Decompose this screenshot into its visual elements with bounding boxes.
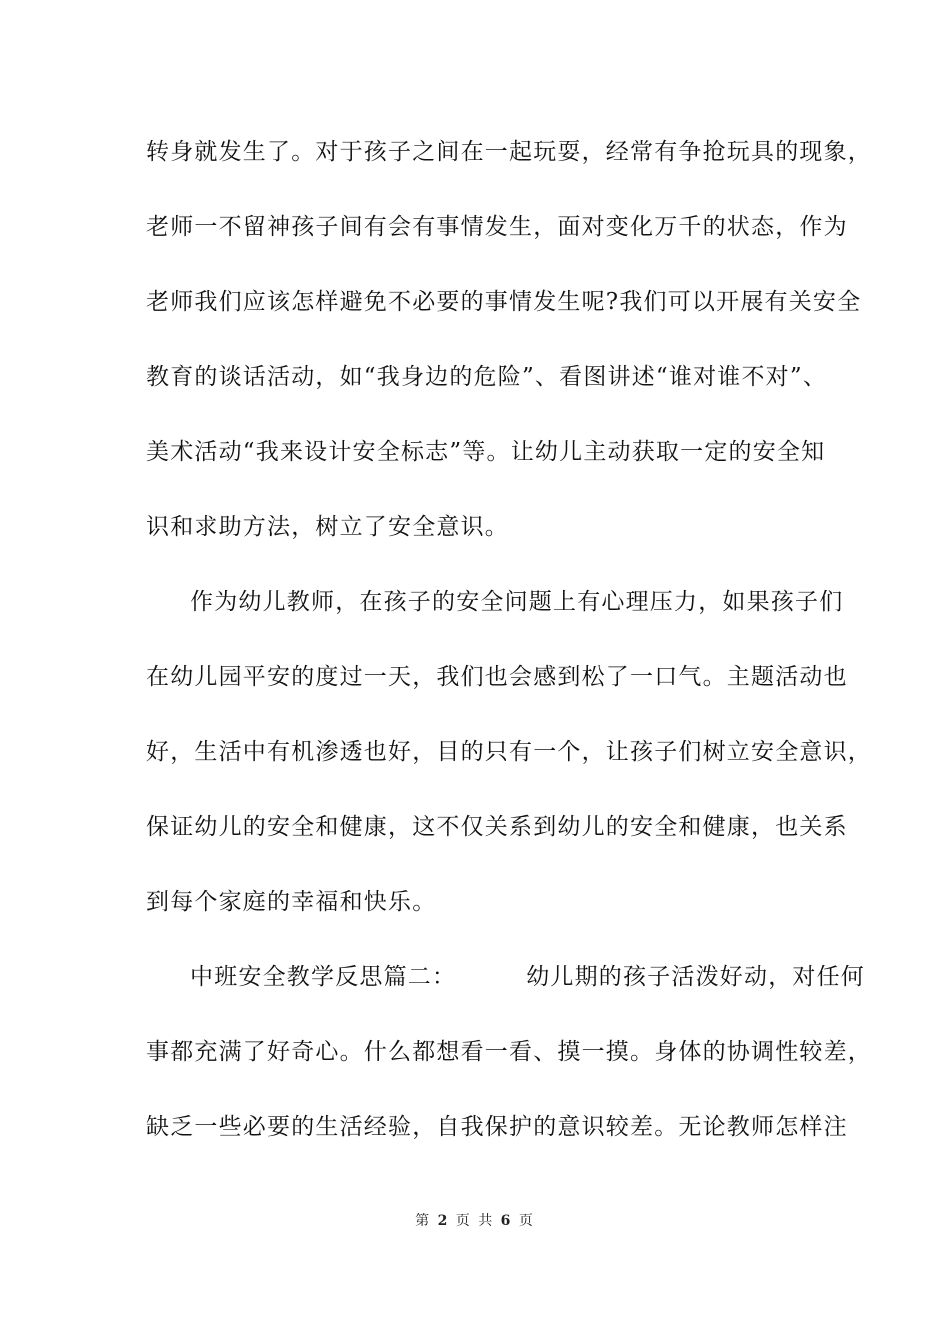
text-line: 老师一不留神孩子间有会有事情发生，面对变化万千的状态，作为 [146, 214, 848, 240]
footer-prefix: 第 [415, 1213, 432, 1229]
text-line: 保证幼儿的安全和健康，这不仅关系到幼儿的安全和健康，也关系 [146, 814, 848, 840]
text-line: 事都充满了好奇心。什么都想看一看、摸一摸。身体的协调性较差， [146, 1039, 872, 1065]
text-line: 老师我们应该怎样避免不必要的事情发生呢?我们可以开展有关安全 [146, 289, 862, 315]
text-line: 在幼儿园平安的度过一天，我们也会感到松了一口气。主题活动也 [146, 664, 848, 690]
text-line: 识和求助方法，树立了安全意识。 [146, 514, 509, 540]
text-line: 好，生活中有机渗透也好，目的只有一个，让孩子们树立安全意识， [146, 739, 872, 765]
section-heading-line [190, 962, 870, 992]
footer-middle: 页 共 [455, 1213, 495, 1229]
section-first-line: 幼儿期的孩子活泼好动，对任何 [526, 964, 866, 990]
text-line: 转身就发生了。对于孩子之间在一起玩耍，经常有争抢玩具的现象， [146, 139, 872, 165]
total-pages-number: 6 [500, 1213, 513, 1229]
text-line: 美术活动“我来设计安全标志”等。让幼儿主动获取一定的安全知 [146, 439, 826, 465]
current-page-number: 2 [437, 1213, 450, 1229]
section-heading: 中班安全教学反思篇二： [190, 964, 457, 990]
footer-suffix: 页 [518, 1213, 535, 1229]
page-footer [0, 1210, 950, 1230]
text-line: 缺乏一些必要的生活经验，自我保护的意识较差。无论教师怎样注 [146, 1114, 848, 1140]
text-line: 到每个家庭的幸福和快乐。 [146, 889, 437, 915]
paragraph-first-line: 作为幼儿教师，在孩子的安全问题上有心理压力，如果孩子们 [190, 589, 844, 615]
text-line: 教育的谈话活动，如“我身边的危险”、看图讲述“谁对谁不对”、 [146, 364, 828, 390]
